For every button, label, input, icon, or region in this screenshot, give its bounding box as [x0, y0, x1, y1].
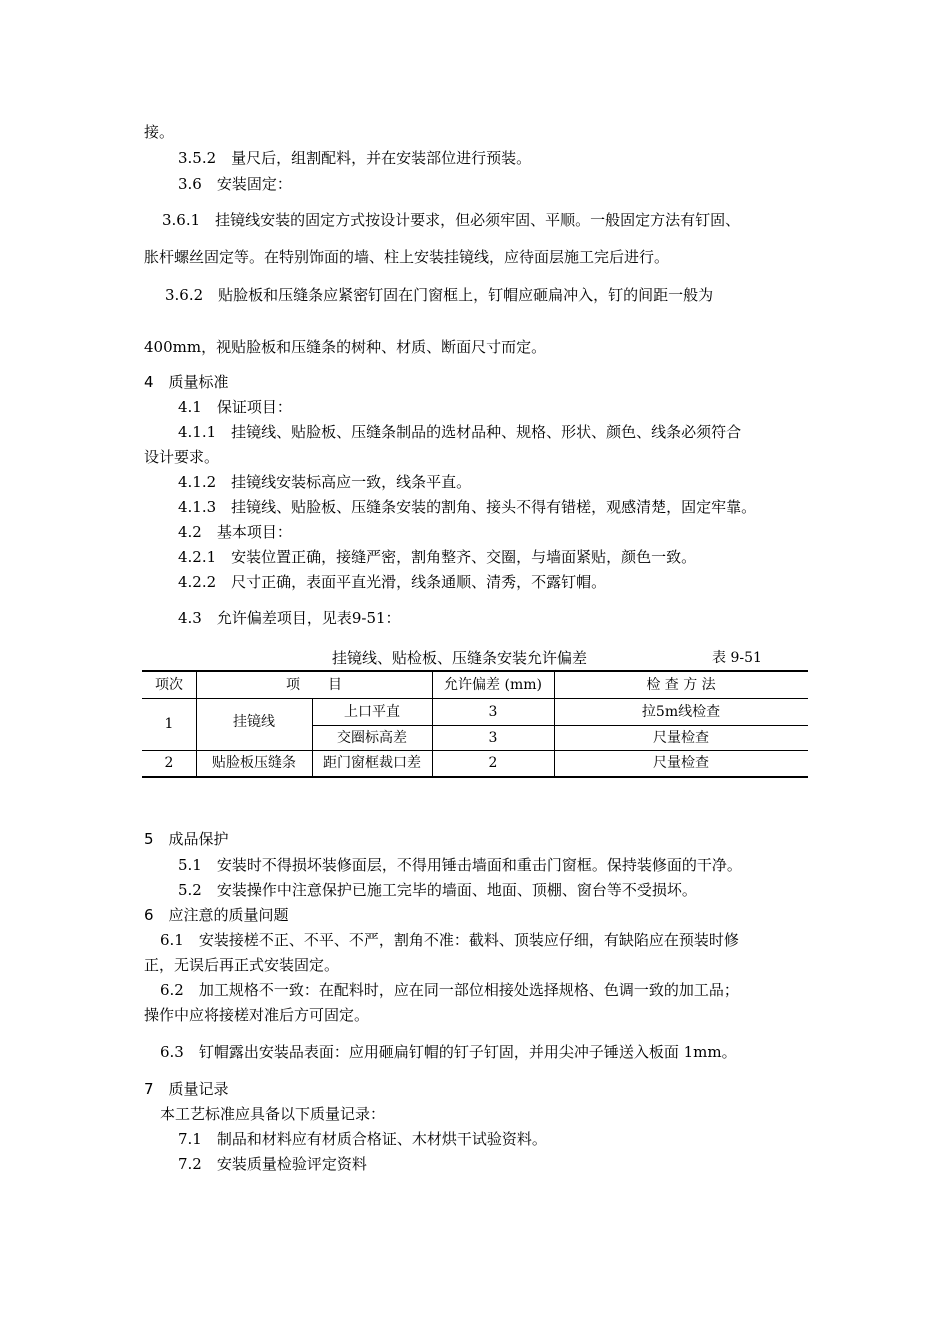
row2-no: 2: [164, 755, 174, 771]
row1b-method: 尺量检查: [653, 730, 709, 746]
text-line: 本工艺标准应具备以下质量记录：: [160, 1105, 386, 1123]
text-line: 3.6 安装固定：: [178, 175, 292, 193]
table-row-rule: [142, 750, 808, 751]
text-line: 7.2 安装质量检验评定资料: [178, 1155, 367, 1173]
row1-method: 拉5m线检查: [641, 704, 721, 720]
row1-item: 挂镜线: [233, 714, 275, 730]
row1-tolerance: 3: [488, 704, 498, 720]
text-line: 6.2 加工规格不一致：在配料时，应在同一部位相接处选择规格、色调一致的加工品；: [160, 981, 739, 999]
row1b-sub: 交圈标高差: [337, 730, 407, 746]
section-heading: 5 成品保护: [144, 830, 229, 848]
header-tolerance: 允许偏差 (mm): [444, 677, 542, 693]
row2-tolerance: 2: [488, 755, 498, 771]
table-header-rule: [142, 698, 808, 699]
text-line: 4.2.2 尺寸正确，表面平直光滑，线条通顺、清秀，不露钉帽。: [178, 573, 607, 591]
section-heading: 6 应注意的质量问题: [144, 906, 289, 924]
text-line: 设计要求。: [144, 448, 220, 466]
text-line: 6.3 钉帽露出安装品表面：应用砸扁钉帽的钉子钉固，并用尖冲子锤送入板面 1mm。: [160, 1043, 737, 1061]
header-item: 项 目: [286, 677, 342, 693]
text-line: 6.1 安装接槎不正、不平、不严，割角不准：截料、顶装应仔细，有缺陷应在预装时修: [160, 931, 739, 949]
row1-no: 1: [164, 716, 174, 732]
text-line: 接。: [144, 123, 175, 141]
row2-method: 尺量检查: [653, 755, 709, 771]
text-line: 3.6.1 挂镜线安装的固定方式按设计要求，但必须牢固、平顺。一般固定方法有钉固、: [162, 211, 741, 229]
text-line: 胀杆螺丝固定等。在特别饰面的墙、柱上安装挂镜线，应待面层施工完后进行。: [144, 248, 670, 266]
table-number: 表 9-51: [712, 650, 762, 666]
row1-sub: 上口平直: [344, 704, 400, 720]
row2-sub: 距门窗框裁口差: [323, 755, 421, 771]
row1b-tolerance: 3: [488, 730, 498, 746]
text-line: 5.2 安装操作中注意保护已施工完毕的墙面、地面、顶棚、窗台等不受损坏。: [178, 881, 697, 899]
section-heading: 4 质量标准: [144, 373, 229, 391]
table-title: 挂镜线、贴检板、压缝条安装允许偏差: [332, 649, 588, 667]
text-line: 4.2 基本项目：: [178, 523, 292, 541]
header-no: 项次: [155, 677, 183, 693]
text-line: 3.5.2 量尺后，组割配料，并在安装部位进行预装。: [178, 149, 532, 167]
text-line: 4.1.1 挂镜线、贴脸板、压缝条制品的选材品种、规格、形状、颜色、线条必须符合: [178, 423, 742, 441]
text-line: 4.3 允许偏差项目，见表9-51：: [178, 609, 401, 627]
text-line: 正，无误后再正式安装固定。: [144, 956, 340, 974]
text-line: 4.1.3 挂镜线、贴脸板、压缝条安装的割角、接头不得有错槎，观感清楚，固定牢靠。: [178, 498, 757, 516]
text-line: 5.1 安装时不得损坏装修面层，不得用锤击墙面和重击门窗框。保持装修面的干净。: [178, 856, 742, 874]
table-bottom-rule: [142, 776, 808, 778]
text-line: 400mm，视贴脸板和压缝条的树种、材质、断面尺寸而定。: [144, 338, 547, 356]
section-heading: 7 质量记录: [144, 1080, 229, 1098]
text-line: 7.1 制品和材料应有材质合格证、木材烘干试验资料。: [178, 1130, 547, 1148]
row2-item: 贴脸板压缝条: [212, 755, 296, 771]
text-line: 3.6.2 贴脸板和压缝条应紧密钉固在门窗框上，钉帽应砸扁冲入，钉的间距一般为: [165, 286, 714, 304]
text-line: 4.1 保证项目：: [178, 398, 292, 416]
table-top-rule: [142, 670, 808, 672]
table-row-rule: [312, 725, 808, 726]
header-method: 检 查 方 法: [646, 677, 716, 693]
text-line: 操作中应将接槎对准后方可固定。: [144, 1006, 370, 1024]
text-line: 4.2.1 安装位置正确，接缝严密，割角整齐、交圈，与墙面紧贴，颜色一致。: [178, 548, 697, 566]
text-line: 4.1.2 挂镜线安装标高应一致，线条平直。: [178, 473, 472, 491]
